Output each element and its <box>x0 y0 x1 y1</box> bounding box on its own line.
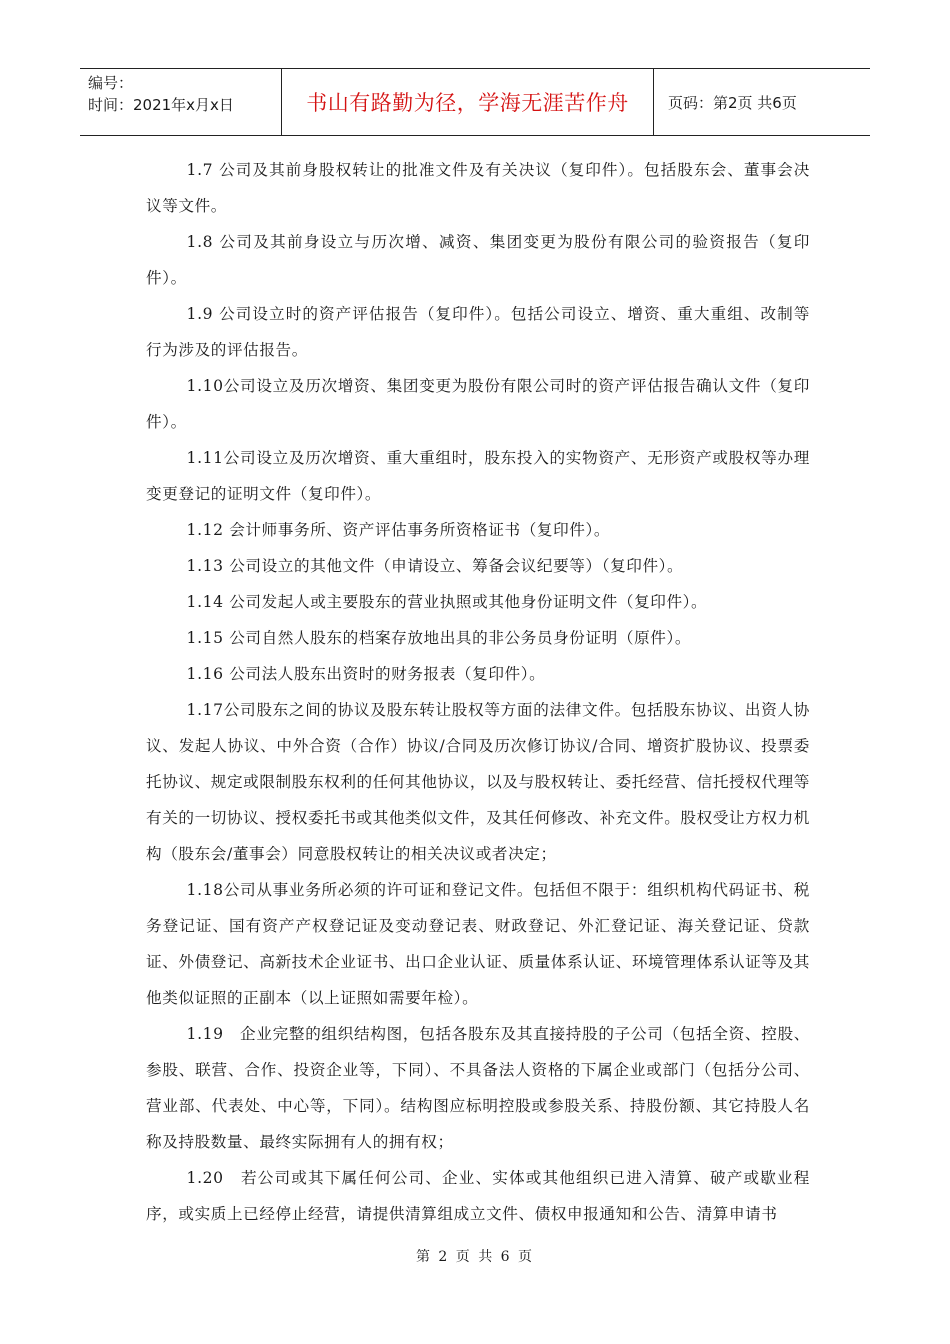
header-page-number: 页码：第2页 共6页 <box>668 93 797 112</box>
document-body <box>146 152 810 1232</box>
paragraph-1-8: 1.8 公司及其前身设立与历次增、减资、集团变更为股份有限公司的验资报告（复印件）。 <box>146 233 810 287</box>
paragraph-1-17: 1.17公司股东之间的协议及股东转让股权等方面的法律文件。包括股东协议、出资人协议、发起人协议、中外合资（合作）协议/合同及历次修订协议/合同、增资扩股协议、投票委托协议、规定或限制股东权利的任何其他协议，以及与股权转让、委托经营、信托授权代理等有关的一切协议、授权委托书或其他类似文件，及其任何修改、补充文件。股权受让方权力机构（股东会/董事会）同意股权转让的相关决议或者决定； <box>146 701 810 863</box>
paragraph-1-10: 1.10公司设立及历次增资、集团变更为股份有限公司时的资产评估报告确认文件（复印件）。 <box>146 377 810 431</box>
paragraph-1-11: 1.11公司设立及历次增资、重大重组时，股东投入的实物资产、无形资产或股权等办理变更登记的证明文件（复印件）。 <box>146 449 810 503</box>
paragraph-1-9: 1.9 公司设立时的资产评估报告（复印件）。包括公司设立、增资、重大重组、改制等行为涉及的评估报告。 <box>146 305 810 359</box>
header-motto: 书山有路勤为径，学海无涯苦作舟 <box>282 69 654 135</box>
page-footer: 第 2 页 共 6 页 <box>415 1249 535 1265</box>
paragraph-1-18: 1.18公司从事业务所必须的许可证和登记文件。包括但不限于：组织机构代码证书、税务登记证、国有资产产权登记证及变动登记表、财政登记、外汇登记证、海关登记证、贷款证、外债登记、高新技术企业证书、出口企业认证、质量体系认证、环境管理体系认证等及其他类似证照的正副本（以上证照如需要年检）。 <box>146 881 810 1007</box>
document-header <box>80 68 870 136</box>
document-date: 时间：2021年x月x日 <box>88 96 234 114</box>
header-meta <box>80 69 282 135</box>
paragraph-1-20: 1.20 若公司或其下属任何公司、企业、实体或其他组织已进入清算、破产或歇业程序，或实质上已经停止经营，请提供清算组成立文件、债权申报通知和公告、清算申请书 <box>146 1169 810 1223</box>
paragraph-1-7: 1.7 公司及其前身股权转让的批准文件及有关决议（复印件）。包括股东会、董事会决议等文件。 <box>146 161 810 215</box>
paragraph-1-13: 1.13 公司设立的其他文件（申请设立、筹备会议纪要等）（复印件）。 <box>186 557 684 575</box>
paragraph-1-16: 1.16 公司法人股东出资时的财务报表（复印件）。 <box>186 665 546 683</box>
paragraph-1-15: 1.15 公司自然人股东的档案存放地出具的非公务员身份证明（原件）。 <box>186 629 692 647</box>
paragraph-1-14: 1.14 公司发起人或主要股东的营业执照或其他身份证明文件（复印件）。 <box>186 593 708 611</box>
document-code-label: 编号： <box>88 74 134 92</box>
paragraph-1-12: 1.12 会计师事务所、资产评估事务所资格证书（复印件）。 <box>186 521 611 539</box>
paragraph-1-19: 1.19 企业完整的组织结构图，包括各股东及其直接持股的子公司（包括全资、控股、参股、联营、合作、投资企业等，下同）、不具备法人资格的下属企业或部门（包括分公司、营业部、代表处、中心等，下同）。结构图应标明控股或参股关系、持股份额、其它持股人名称及持股数量、最终实际拥有人的拥有权； <box>146 1025 810 1151</box>
